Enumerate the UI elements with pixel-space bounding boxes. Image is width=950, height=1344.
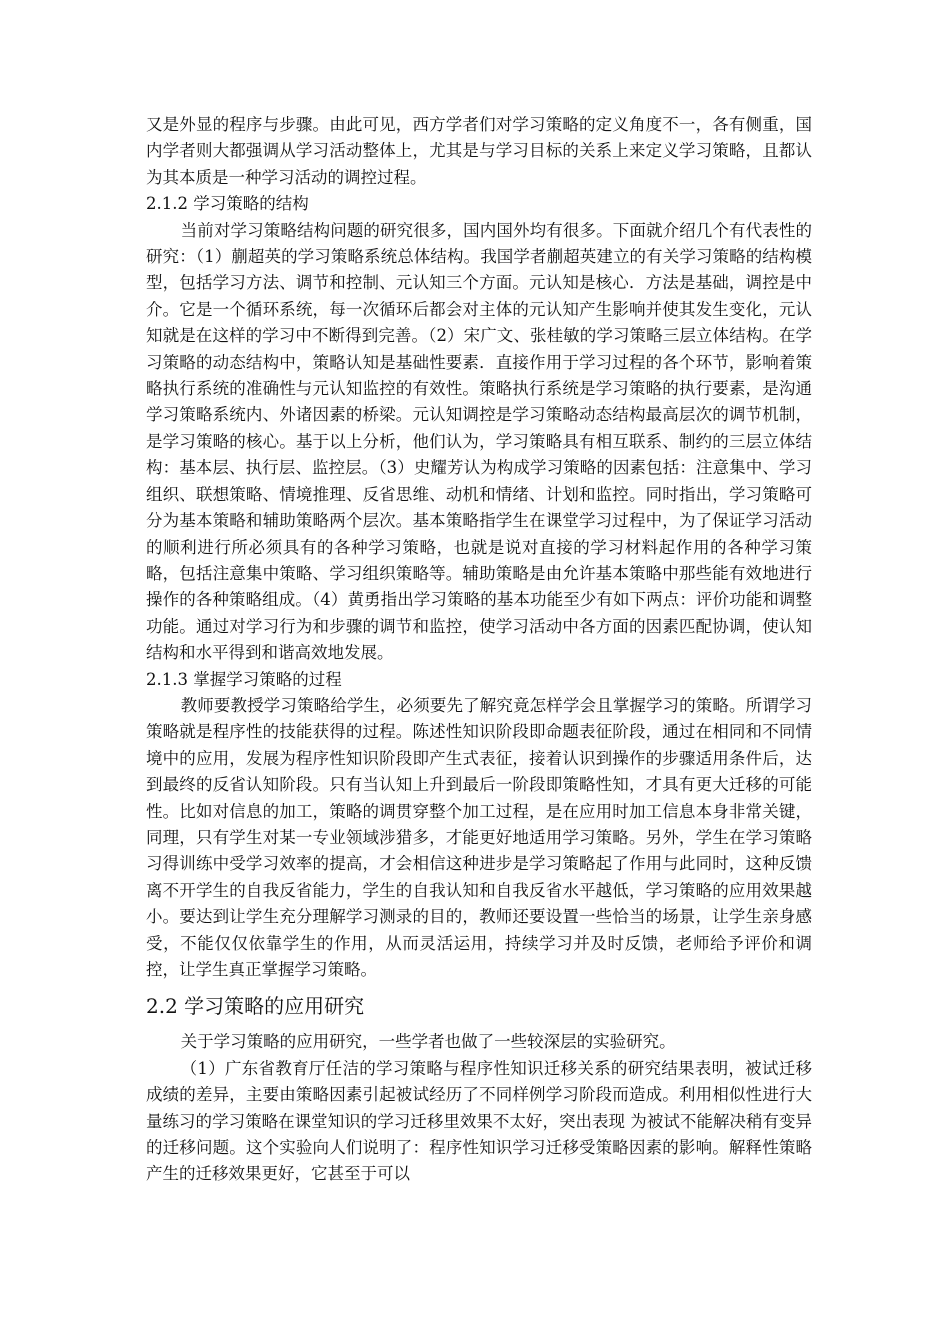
section-heading-2-2: 2.2 学习策略的应用研究 (146, 994, 365, 1019)
paragraph-mastering-process: 教师要教授学习策略给学生，必须要先了解究竟怎样学会且掌握学习的策略。所谓学习策略就是程序性的技能获得的过程。陈述性知识阶段即命题表征阶段，通过在相同和不同情境中的应用，发展为程序性知识阶段即产生式表征，接着认识到操作的步骤适用条件后，达到最终的反省认知阶段。只有当认知上升到最后一阶段即策略性知，才具有更大迁移的可能性。比如对信息的加工，策略的调贯穿整个加工过程，是在应用时加工信息本身非常关键，同理，只有学生对某一专业领域涉猎多，才能更好地适用学习策略。另外，学生在学习策略习得训练中受学习效率的提高，才会相信这种进步是学习策略起了作用与此同时，这种反馈离不开学生的自我反省能力，学生的自我认知和自我反省水平越低，学习策略的应用效果越小。要达到让学生充分理解学习测录的目的，教师还要设置一些恰当的场景，让学生亲身感受，不能仅仅依靠学生的作用，从而灵活运用，持续学习并及时反馈，老师给予评价和调控，让学生真正掌握学习策略。 (146, 695, 812, 979)
paragraph-continuation: 又是外显的程序与步骤。由此可见，西方学者们对学习策略的定义角度不一，各有侧重，国内学者则大都强调从学习活动整体上，尤其是与学习目标的关系上来定义学习策略，且都认为其本质是一种学习活动的调控过程。 (146, 115, 812, 187)
section-heading-2-1-3: 2.1.3 掌握学习策略的过程 (146, 669, 342, 689)
document-page (146, 112, 812, 1188)
paragraph-application-intro: 关于学习策略的应用研究，一些学者也做了一些较深层的实验研究。 (180, 1032, 676, 1052)
paragraph-application-study-1: （1）广东省教育厅任洁的学习策略与程序性知识迁移关系的研究结果表明，被试迁移成绩的差异，主要由策略因素引起被试经历了不同样例学习阶段而造成。利用相似性进行大量练习的学习策略在课堂知识的学习迁移里效果不太好，突出表现 为被试不能解决稍有变异的迁移问题。这个实验向人们说明了：程序性知识学习迁移受策略因素的影响。解释性策略产生的迁移效果更好，它甚至于可以 (146, 1058, 812, 1184)
paragraph-learning-strategy-structure: 当前对学习策略结构问题的研究很多，国内国外均有很多。下面就介绍几个有代表性的研究：（1）蒯超英的学习策略系统总体结构。我国学者蒯超英建立的有关学习策略的结构模型，包括学习方法、调节和控制、元认知三个方面。元认知是核心．方法是基础，调控是中介。它是一个循环系统，每一次循环后都会对主体的元认知产生影响并使其发生变化，元认知就是在这样的学习中不断得到完善。（2）宋广文、张桂敏的学习策略三层立体结构。在学习策略的动态结构中，策略认知是基础性要素．直接作用于学习过程的各个环节，影响着策略执行系统的准确性与元认知监控的有效性。策略执行系统是学习策略的执行要素，是沟通学习策略系统内、外诸因素的桥梁。元认知调控是学习策略动态结构最高层次的调节机制，是学习策略的核心。基于以上分析，他们认为，学习策略具有相互联系、制约的三层立体结构：基本层、执行层、监控层。（3）史耀芳认为构成学习策略的因素包括：注意集中、学习组织、联想策略、情境推理、反省思维、动机和情绪、计划和监控。同时指出，学习策略可分为基本策略和辅助策略两个层次。基本策略指学生在课堂学习过程中，为了保证学习活动的顺利进行所必须具有的各种学习策略，也就是说对直接的学习材料起作用的各种学习策略，包括注意集中策略、学习组织策略等。辅助策略是由允许基本策略中那些能有效地进行操作的各种策略组成。（4）黄勇指出学习策略的基本功能至少有如下两点：评价功能和调整功能。通过对学习行为和步骤的调节和监控，使学习活动中各方面的因素匹配协调，使认知结构和水平得到和谐高效地发展。 (146, 220, 812, 663)
section-heading-2-1-2: 2.1.2 学习策略的结构 (146, 194, 309, 214)
